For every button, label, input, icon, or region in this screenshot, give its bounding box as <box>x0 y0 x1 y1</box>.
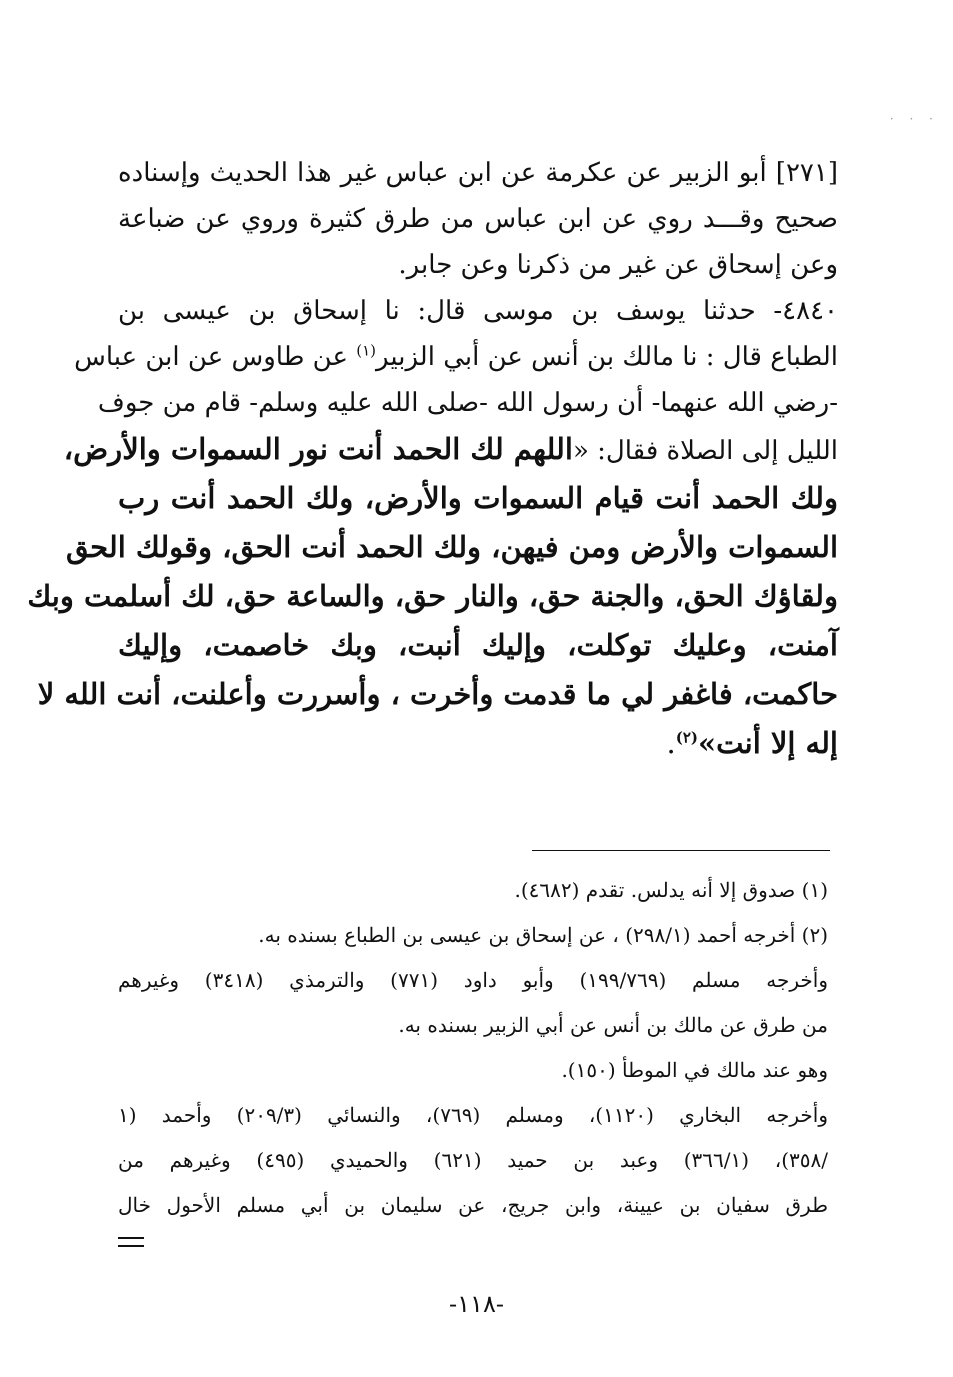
hadith-text-line: ولقاؤك الحق، والجنة حق، والنار حق، والساعة حق، لك أسلمت وبك <box>27 579 838 613</box>
text-line: صحيح وقـــد روي عن ابن عباس من طرق كثيرة وروي عن ضباعة <box>118 204 838 234</box>
footnote: وأخرجه البخاري (١١٢٠)، ومسلم (٧٦٩)، والنسائي (٢٠٩/٣) وأحمد (١ <box>118 1103 829 1127</box>
hadith-text-line: آمنت، وعليك توكلت، وإليك أنبت، وبك خاصمت، وإليك <box>118 628 838 662</box>
footnote: وأخرجه مسلم (١٩٩/٧٦٩) وأبو داود (٧٧١) والترمذي (٣٤١٨) وغيرهم <box>118 968 828 992</box>
text-line: -رضي الله عنهما- أن رسول الله -صلى الله عليه وسلم- قام من جوف <box>97 388 838 418</box>
hadith-text-line: حاكمت، فاغفر لي ما قدمت وأخرت ، وأسررت وأعلنت، أنت الله لا <box>37 677 838 711</box>
text-line: الليل إلى الصلاة فقال: «اللهم لك الحمد أنت نور السموات والأرض، <box>63 432 838 466</box>
text-line: وعن إسحاق عن غير من ذكرنا وعن جابر. <box>398 250 838 280</box>
footnote-separator <box>532 850 830 851</box>
footnote: طرق سفيان بن عيينة، وابن جريج، عن سليمان بن أبي مسلم الأحول خال <box>118 1193 828 1217</box>
page-number: -١١٨- <box>449 1290 504 1318</box>
continuation-mark <box>118 1237 144 1251</box>
footnote-ref: (١) <box>356 341 377 360</box>
footnotes <box>118 868 828 1228</box>
hadith-header-line: ٤٨٤٠- حدثنا يوسف بن موسى قال: نا إسحاق بن عيسى بن <box>118 296 838 326</box>
text-line: الطباع قال : نا مالك بن أنس عن أبي الزبير$^{(١)}$ عن طاوس عن ابن عباس <box>74 341 838 372</box>
footnote: وهو عند مالك في الموطأ (١٥٠). <box>561 1058 828 1082</box>
footnote: من طرق عن مالك بن أنس عن أبي الزبير بسنده به. <box>398 1013 828 1037</box>
page-edge-marks: · · · <box>889 112 939 126</box>
footnote: /٣٥٨)، (٣٦٦/١) وعبد بن حميد (٦٢١) والحميدي (٤٩٥) وغيرهم من <box>118 1148 828 1172</box>
footnote-ref: (٢) <box>675 728 699 747</box>
hadith-text-line: السموات والأرض ومن فيهن، ولك الحمد أنت الحق، وقولك الحق <box>66 530 838 564</box>
footnote: (٢) أخرجه أحمد (٢٩٨/١) ، عن إسحاق بن عيسى بن الطباع بسنده به. <box>258 923 828 947</box>
footnote: (١) صدوق إلا أنه يدلس. تقدم (٤٦٨٢). <box>514 878 828 902</box>
main-text <box>27 150 838 768</box>
text-line: [٢٧١] أبو الزبير عن عكرمة عن ابن عباس غير هذا الحديث وإسناده <box>118 158 838 188</box>
hadith-text-line: إله إلا أنت»$^{(٢)}$. <box>666 726 838 760</box>
hadith-text-line: ولك الحمد أنت قيام السموات والأرض، ولك الحمد أنت رب <box>118 481 838 515</box>
